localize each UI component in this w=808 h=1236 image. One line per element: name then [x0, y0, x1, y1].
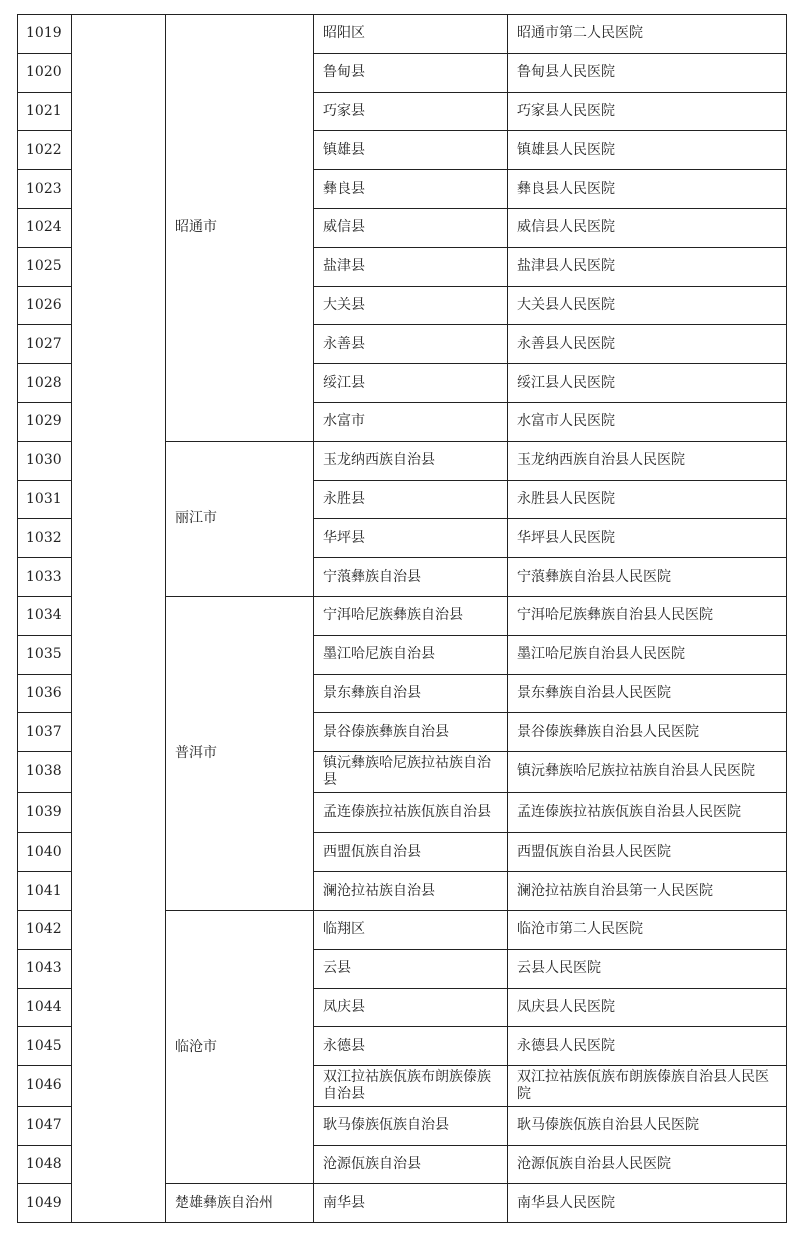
county-name: 镇雄县 — [314, 131, 508, 170]
row-number: 1034 — [18, 596, 72, 635]
table-row — [18, 15, 787, 54]
row-number: 1037 — [18, 713, 72, 752]
county-name: 凤庆县 — [314, 988, 508, 1027]
hospital-name: 大关县人民医院 — [508, 286, 787, 325]
hospital-name: 南华县人民医院 — [508, 1184, 787, 1223]
hospital-name: 鲁甸县人民医院 — [508, 53, 787, 92]
row-number: 1038 — [18, 752, 72, 793]
county-name: 云县 — [314, 949, 508, 988]
county-name: 双江拉祜族佤族布朗族傣族自治县 — [314, 1066, 508, 1107]
hospital-name: 景谷傣族彝族自治县人民医院 — [508, 713, 787, 752]
row-number: 1029 — [18, 402, 72, 441]
county-name: 华坪县 — [314, 519, 508, 558]
county-name: 永善县 — [314, 325, 508, 364]
county-name: 昭阳区 — [314, 15, 508, 54]
hospital-list-table — [17, 14, 787, 1223]
county-name: 威信县 — [314, 208, 508, 247]
city-name: 普洱市 — [166, 596, 314, 910]
hospital-name: 威信县人民医院 — [508, 208, 787, 247]
hospital-name: 耿马傣族佤族自治县人民医院 — [508, 1106, 787, 1145]
city-name: 楚雄彝族自治州 — [166, 1184, 314, 1223]
county-name: 巧家县 — [314, 92, 508, 131]
row-number: 1023 — [18, 170, 72, 209]
hospital-name: 宁洱哈尼族彝族自治县人民医院 — [508, 596, 787, 635]
row-number: 1042 — [18, 910, 72, 949]
hospital-name: 景东彝族自治县人民医院 — [508, 674, 787, 713]
row-number: 1033 — [18, 558, 72, 597]
county-name: 临翔区 — [314, 910, 508, 949]
row-number: 1019 — [18, 15, 72, 54]
county-name: 大关县 — [314, 286, 508, 325]
hospital-name: 双江拉祜族佤族布朗族傣族自治县人民医院 — [508, 1066, 787, 1107]
row-number: 1040 — [18, 833, 72, 872]
county-name: 景谷傣族彝族自治县 — [314, 713, 508, 752]
hospital-name: 永德县人民医院 — [508, 1027, 787, 1066]
row-number: 1031 — [18, 480, 72, 519]
county-name: 孟连傣族拉祜族佤族自治县 — [314, 792, 508, 833]
hospital-name: 昭通市第二人民医院 — [508, 15, 787, 54]
row-number: 1036 — [18, 674, 72, 713]
hospital-name: 临沧市第二人民医院 — [508, 910, 787, 949]
hospital-name: 宁蒗彝族自治县人民医院 — [508, 558, 787, 597]
row-number: 1039 — [18, 792, 72, 833]
hospital-name: 孟连傣族拉祜族佤族自治县人民医院 — [508, 792, 787, 833]
row-number: 1022 — [18, 131, 72, 170]
hospital-name: 西盟佤族自治县人民医院 — [508, 833, 787, 872]
county-name: 南华县 — [314, 1184, 508, 1223]
city-name: 丽江市 — [166, 441, 314, 596]
hospital-name: 永善县人民医院 — [508, 325, 787, 364]
row-number: 1021 — [18, 92, 72, 131]
table-body — [18, 15, 787, 1223]
hospital-name: 墨江哈尼族自治县人民医院 — [508, 635, 787, 674]
row-number: 1027 — [18, 325, 72, 364]
hospital-name: 巧家县人民医院 — [508, 92, 787, 131]
county-name: 绥江县 — [314, 364, 508, 403]
hospital-name: 盐津县人民医院 — [508, 247, 787, 286]
county-name: 盐津县 — [314, 247, 508, 286]
county-name: 景东彝族自治县 — [314, 674, 508, 713]
hospital-name: 镇沅彝族哈尼族拉祜族自治县人民医院 — [508, 752, 787, 793]
row-number: 1020 — [18, 53, 72, 92]
row-number: 1041 — [18, 872, 72, 911]
row-number: 1025 — [18, 247, 72, 286]
row-number: 1047 — [18, 1106, 72, 1145]
county-name: 镇沅彝族哈尼族拉祜族自治县 — [314, 752, 508, 793]
row-number: 1045 — [18, 1027, 72, 1066]
hospital-name: 华坪县人民医院 — [508, 519, 787, 558]
county-name: 玉龙纳西族自治县 — [314, 441, 508, 480]
county-name: 水富市 — [314, 402, 508, 441]
county-name: 沧源佤族自治县 — [314, 1145, 508, 1184]
hospital-name: 澜沧拉祜族自治县第一人民医院 — [508, 872, 787, 911]
city-name: 昭通市 — [166, 15, 314, 442]
hospital-name: 沧源佤族自治县人民医院 — [508, 1145, 787, 1184]
county-name: 墨江哈尼族自治县 — [314, 635, 508, 674]
hospital-name: 绥江县人民医院 — [508, 364, 787, 403]
hospital-name: 水富市人民医院 — [508, 402, 787, 441]
county-name: 彝良县 — [314, 170, 508, 209]
row-number: 1035 — [18, 635, 72, 674]
hospital-name: 彝良县人民医院 — [508, 170, 787, 209]
county-name: 西盟佤族自治县 — [314, 833, 508, 872]
county-name: 永胜县 — [314, 480, 508, 519]
county-name: 澜沧拉祜族自治县 — [314, 872, 508, 911]
county-name: 宁洱哈尼族彝族自治县 — [314, 596, 508, 635]
row-number: 1046 — [18, 1066, 72, 1107]
row-number: 1048 — [18, 1145, 72, 1184]
county-name: 永德县 — [314, 1027, 508, 1066]
county-name: 耿马傣族佤族自治县 — [314, 1106, 508, 1145]
hospital-name: 玉龙纳西族自治县人民医院 — [508, 441, 787, 480]
hospital-name: 镇雄县人民医院 — [508, 131, 787, 170]
row-number: 1032 — [18, 519, 72, 558]
row-number: 1024 — [18, 208, 72, 247]
hospital-name: 云县人民医院 — [508, 949, 787, 988]
county-name: 宁蒗彝族自治县 — [314, 558, 508, 597]
row-number: 1026 — [18, 286, 72, 325]
row-number: 1044 — [18, 988, 72, 1027]
row-number: 1030 — [18, 441, 72, 480]
row-number: 1049 — [18, 1184, 72, 1223]
city-name: 临沧市 — [166, 910, 314, 1183]
province-column — [72, 15, 166, 1223]
hospital-name: 凤庆县人民医院 — [508, 988, 787, 1027]
county-name: 鲁甸县 — [314, 53, 508, 92]
hospital-name: 永胜县人民医院 — [508, 480, 787, 519]
row-number: 1028 — [18, 364, 72, 403]
row-number: 1043 — [18, 949, 72, 988]
